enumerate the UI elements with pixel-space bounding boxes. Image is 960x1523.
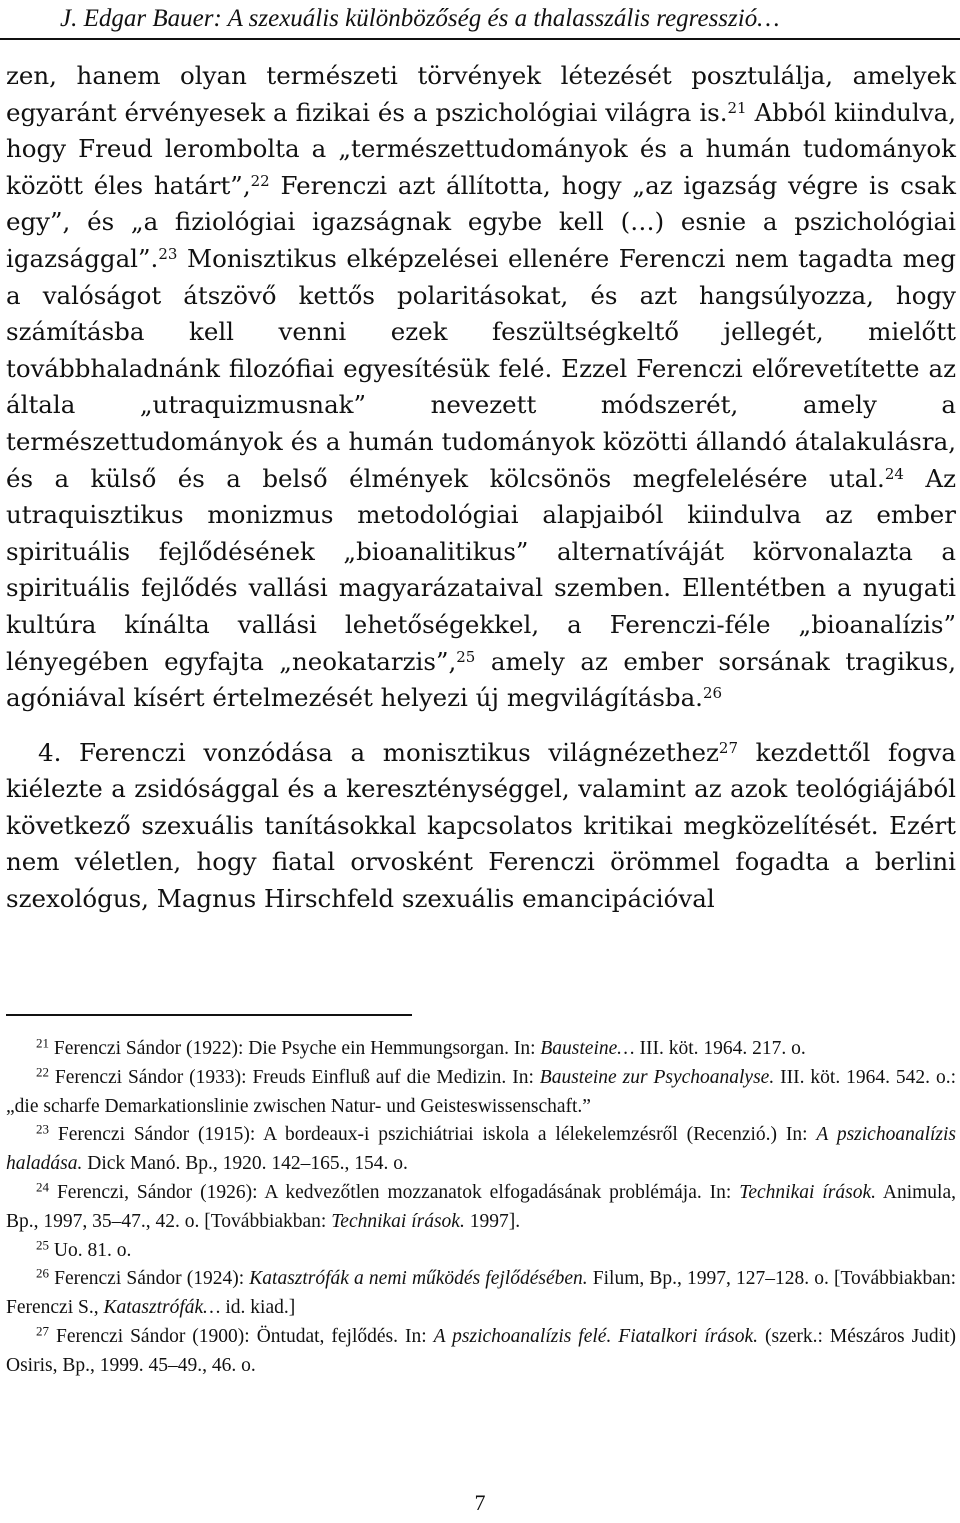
footnote-title: Bausteine zur Psychoanalyse. <box>539 1066 775 1088</box>
footnote-23 <box>6 1121 956 1179</box>
footnote-24 <box>6 1179 956 1237</box>
footnote-text: Ferenczi Sándor (1922): Die Psyche ein Hemmungsorgan. In: <box>53 1038 536 1059</box>
footnote-text: id. kiad.] <box>225 1297 296 1319</box>
footnote-ref-22: 22 <box>250 171 270 190</box>
footnote-27 <box>6 1323 956 1381</box>
footnote-26 <box>6 1265 956 1323</box>
footnote-text: Ferenczi Sándor (1933): Freuds Einfluß auf die Medizin. In: <box>54 1066 534 1088</box>
footnote-title: A pszichoanalízis haladása. <box>6 1124 957 1175</box>
footnote-text: Ferenczi, Sándor (1926): A kedvezőtlen mozzanatok elfogadásának problémája. In: <box>56 1181 732 1203</box>
footnote-ref-23: 23 <box>158 244 178 263</box>
footnote-title: Katasztrófák… <box>103 1297 221 1319</box>
footnote-number: 24 <box>36 1179 49 1195</box>
text-run: 4. Ferenczi vonzódása a monisztikus világnézethez <box>38 737 719 767</box>
page-number: 7 <box>474 1490 486 1515</box>
footnote-number: 27 <box>36 1323 49 1339</box>
footnote-number: 22 <box>36 1064 49 1080</box>
paragraph-2 <box>6 735 956 918</box>
text-run: Ferenczi azt állította, hogy „az igazság végre is csak egy”, és „a fiziológiai igazságnak egybe kell (…) esnie a pszichológiai igazsággal”. <box>6 170 956 273</box>
footnote-ref-26: 26 <box>702 683 723 702</box>
footnote-separator <box>6 1014 412 1016</box>
footnote-21 <box>6 1035 956 1064</box>
running-head: J. Edgar Bauer: A szexuális különbözőség és a thalasszális regresszió… <box>60 5 780 32</box>
footnote-title: Technikai írások. <box>331 1210 465 1232</box>
footnote-22 <box>6 1064 956 1122</box>
footnote-number: 25 <box>36 1237 49 1253</box>
footnote-text: (szerk.: Mészáros Judit) Osiris, Bp., 1999. 45–49., 46. o. <box>6 1325 957 1376</box>
footnote-text: Uo. 81. o. <box>53 1239 132 1261</box>
paragraph-1 <box>6 58 956 717</box>
footnote-title: Bausteine… <box>540 1038 635 1059</box>
text-run: zen, hanem olyan természeti törvények létezését posztulálja, amelyek egyaránt érvényesek a fizikai és a pszichológiai világra is. <box>6 61 956 127</box>
footnote-text: Dick Manó. Bp., 1920. 142–165., 154. o. <box>87 1153 408 1175</box>
footnote-title: Technikai írások. <box>739 1181 876 1203</box>
footnote-text: Ferenczi Sándor (1915): A bordeaux-i pszichiátriai iskola a lélekelemzésről (Recenzió.) In: <box>57 1124 808 1146</box>
footnote-text: Filum, Bp., 1997, 127–128. o. [Továbbiakban: Ferenczi S., <box>6 1268 957 1319</box>
footnotes <box>6 1035 956 1381</box>
footnote-ref-21: 21 <box>727 98 747 117</box>
text-run: Abból kiindulva, hogy Freud lerombolta a „természettudományok és a humán tudományok között éles határt”, <box>6 97 956 200</box>
footnote-title: Katasztrófák a nemi működés fejlődésében. <box>249 1268 588 1290</box>
footnote-text: Animula, Bp., 1997, 35–47., 42. o. [Továbbiakban: <box>6 1181 956 1232</box>
footnote-title: A pszichoanalízis felé. Fiatalkori írások. <box>433 1325 758 1347</box>
text-run: Monisztikus elképzelései ellenére Ferenczi nem tagadta meg a valóságot átszövő kettős polaritásokat, és azt hangsúlyozza, hogy számításba kell venni ezek feszültségkeltő jellegét, mielőtt továbbhaladnánk filozófiai egyesítésük felé. Ezzel Ferenczi előrevetítette az általa „utraquizmusnak” nevezett módszerét, amely a természettudományok és a humán tudományok közötti állandó átalakulásra, és a külső és a belső élmények kölcsönös megfelelésére utal. <box>6 243 956 493</box>
footnote-number: 21 <box>36 1035 49 1051</box>
footnote-ref-24: 24 <box>884 464 904 483</box>
footnote-number: 26 <box>36 1265 49 1281</box>
body-text <box>6 58 956 918</box>
footnote-text: Ferenczi Sándor (1900): Öntudat, fejlődés. In: <box>55 1325 427 1347</box>
header-rule <box>0 38 960 40</box>
footnote-text: III. köt. 1964. 217. o. <box>639 1038 806 1059</box>
footnote-number: 23 <box>36 1121 49 1137</box>
text-run: Az utraquisztikus monizmus metodológiai alapjaiból kiindulva az ember spirituális fejlődésének „bioanalitikus” alternatíváját körvonalazta a spirituális fejlődés vallási magyarázataival szemben. Ellentétben a nyugati kultúra kínálta vallási lehetőségekkel, a Ferenczi-féle „bioanalízis” lényegében egyfajta „neokatarzis”, <box>6 463 956 676</box>
footnote-text: Ferenczi Sándor (1924): <box>54 1268 245 1290</box>
text-run: kezdettől fogva kiélezte a zsidósággal és a kereszténységgel, valamint az azok teológiájából következő szexuális tanításokkal kapcsolatos kritikai megközelítését. Ezért nem véletlen, hogy fiatal orvosként Ferenczi örömmel fogadta a berlini szexológus, Magnus Hirschfeld szexuális emancipációval <box>6 737 956 914</box>
footnote-text: 1997]. <box>469 1210 521 1232</box>
footnote-ref-27: 27 <box>718 738 738 757</box>
text-run: amely az ember sorsának tragikus, agóniával kísért értelmezését helyezi új megvilágításba. <box>6 646 957 713</box>
footnote-text: III. köt. 1964. 542. o.: „die scharfe Demarkationslinie zwischen Natur- und Geisteswissenschaft.” <box>6 1066 957 1117</box>
footnote-25 <box>6 1237 956 1266</box>
footnote-ref-25: 25 <box>456 647 476 666</box>
